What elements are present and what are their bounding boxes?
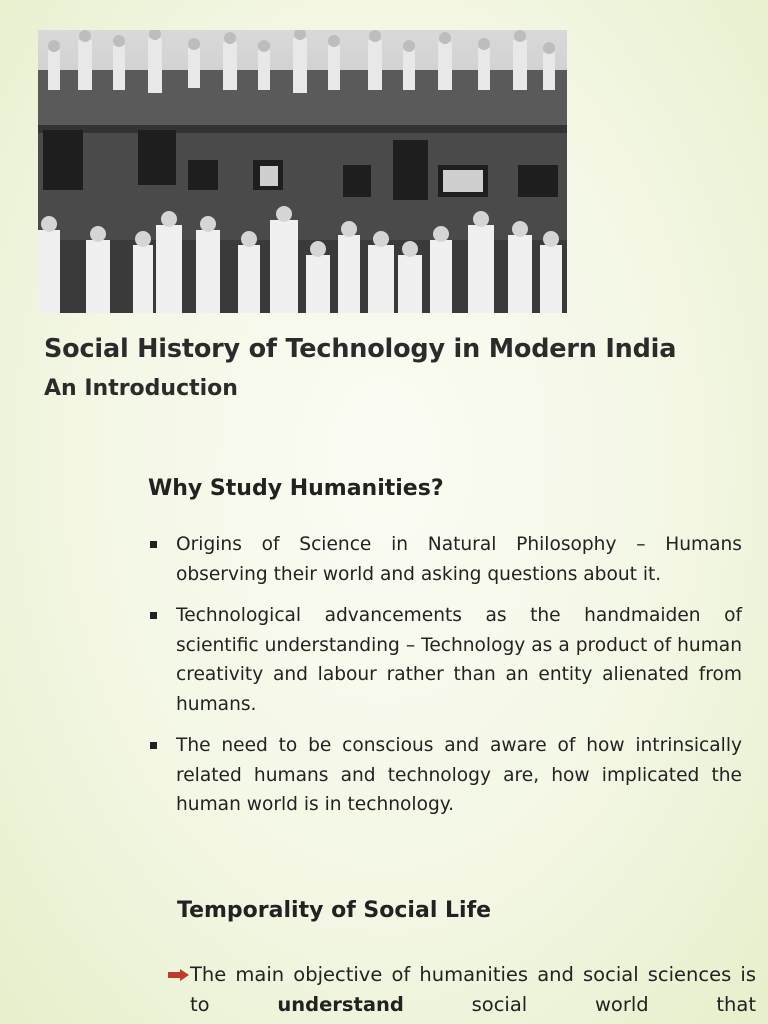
square-bullet-icon: [150, 742, 157, 749]
crowded-train-illustration: [38, 30, 567, 313]
list-item: [148, 530, 742, 589]
list-item-text: Origins of Science in Natural Philosophy – Humans observing their world and asking questions about it.: [176, 534, 742, 585]
slide-subtitle: An Introduction: [44, 376, 238, 401]
list-item: [148, 731, 742, 820]
paragraph-text-end: social world that: [471, 993, 757, 1016]
list-item: [148, 601, 742, 719]
bullet-list: [148, 530, 742, 832]
list-item-text: The need to be conscious and aware of how intrinsically related humans and technology are, how implicated the human world is in technology.: [176, 735, 742, 815]
historical-train-photo: [38, 30, 567, 313]
objective-paragraph: [168, 960, 756, 1020]
section-heading-why-study-humanities: Why Study Humanities?: [148, 476, 444, 501]
list-item-text: Technological advancements as the handmaiden of scientific understanding – Technology as a product of human creativity and labour rather than an entity alienated from humans.: [176, 605, 742, 715]
paragraph-text-start: The main objective of humanities and social sciences is to: [190, 963, 756, 1016]
square-bullet-icon: [150, 612, 157, 619]
paragraph-bold-word: understand: [277, 993, 404, 1016]
section-heading-temporality: Temporality of Social Life: [177, 898, 492, 923]
square-bullet-icon: [150, 541, 157, 548]
slide-title: Social History of Technology in Modern India: [44, 334, 677, 364]
